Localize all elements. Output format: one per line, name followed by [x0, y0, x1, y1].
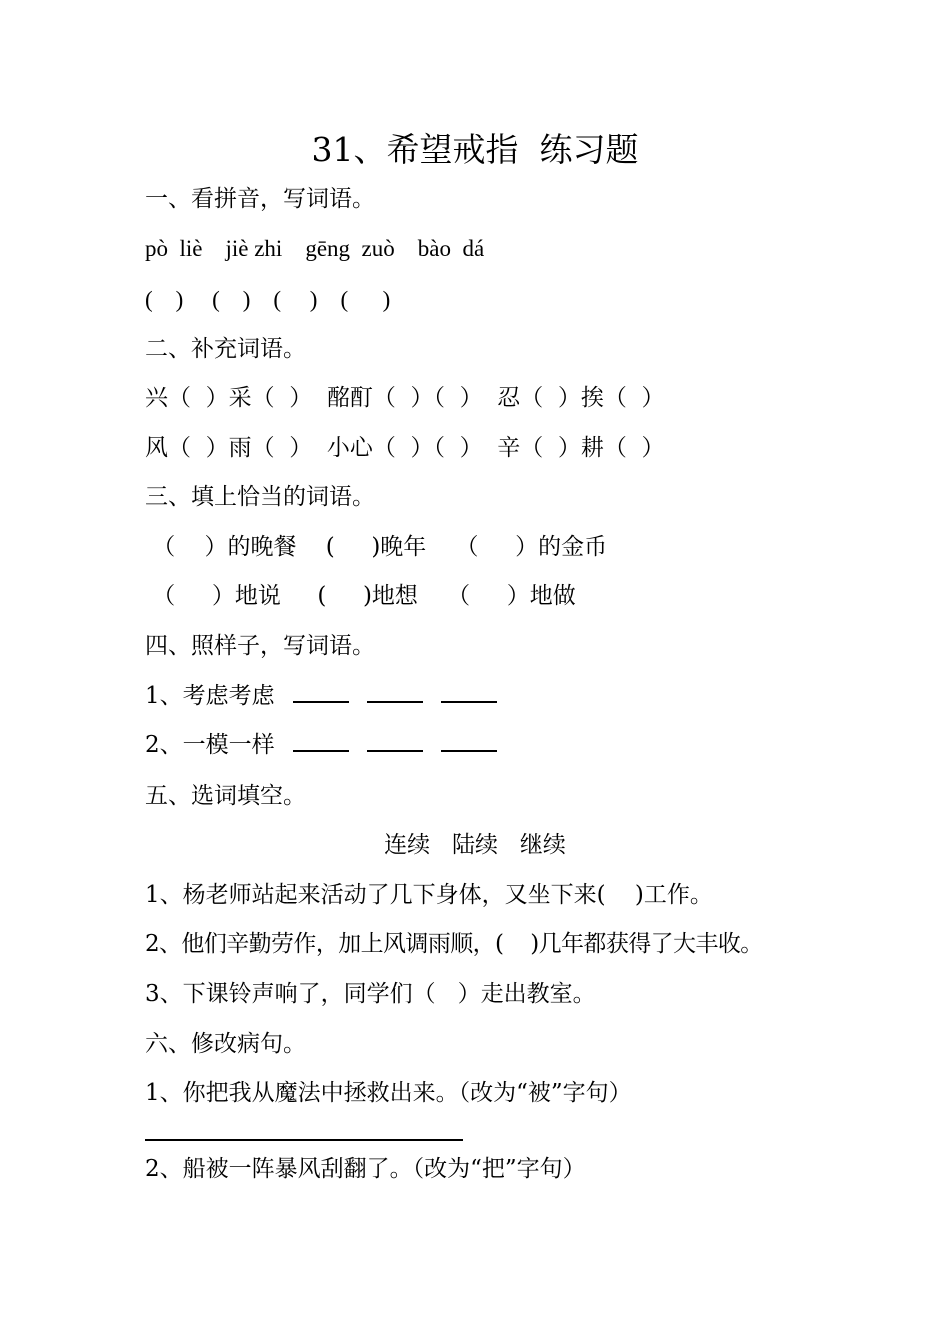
pinyin-row: pò liè jiè zhi gēng zuò bào dá — [145, 236, 485, 261]
answer-blank — [441, 730, 497, 752]
section-4-item-2 — [145, 730, 497, 760]
answer-blank — [441, 681, 497, 703]
answer-line — [145, 1139, 463, 1141]
section-4-item-1 — [145, 681, 497, 711]
answer-blank — [367, 681, 423, 703]
section-1-heading: 一、看拼音，写词语。 — [145, 186, 375, 212]
section-5-question-2: 2、他们辛勤劳作，加上风调雨顺，( )几年都获得了大丰收。 — [145, 931, 763, 957]
section-6-question-2: 2、船被一阵暴风刮翻了。（改为“把”字句） — [145, 1156, 586, 1182]
section-4-item-2-text: 2、一模一样 — [145, 732, 275, 758]
section-5-heading: 五、选词填空。 — [145, 783, 306, 809]
section-6-question-1: 1、你把我从魔法中拯救出来。（改为“被”字句） — [145, 1080, 632, 1106]
section-5-word-choices: 连续 陆续 继续 — [384, 832, 566, 858]
page-title: 31、希望戒指 练习题 — [311, 130, 639, 169]
answer-blank — [293, 681, 349, 703]
section-2-heading: 二、补充词语。 — [145, 336, 306, 362]
section-2-row-2: 风（ ）雨（ ） 小心（ ）（ ） 辛（ ）耕（ ） — [145, 435, 665, 461]
answer-blank — [367, 730, 423, 752]
section-3-row-1: （ ）的晚餐 ( )晚年 （ ）的金币 — [145, 534, 608, 560]
section-2-row-1: 兴（ ）采（ ） 酩酊（ ）（ ） 忍（ ）挨（ ） — [145, 385, 665, 411]
section-5-question-3: 3、下课铃声响了，同学们（ ）走出教室。 — [145, 981, 596, 1007]
section-5-question-1: 1、杨老师站起来活动了几下身体，又坐下来( )工作。 — [145, 882, 713, 908]
section-6-heading: 六、修改病句。 — [145, 1031, 306, 1057]
section-3-row-2: （ ）地说 ( )地想 （ ）地做 — [145, 583, 576, 609]
section-4-heading: 四、照样子，写词语。 — [145, 633, 375, 659]
section-4-item-1-text: 1、考虑考虑 — [145, 683, 275, 709]
answer-blank — [293, 730, 349, 752]
pinyin-answer-brackets: ( ) ( ) ( ) ( ) — [145, 287, 391, 312]
section-3-heading: 三、填上恰当的词语。 — [145, 484, 375, 510]
